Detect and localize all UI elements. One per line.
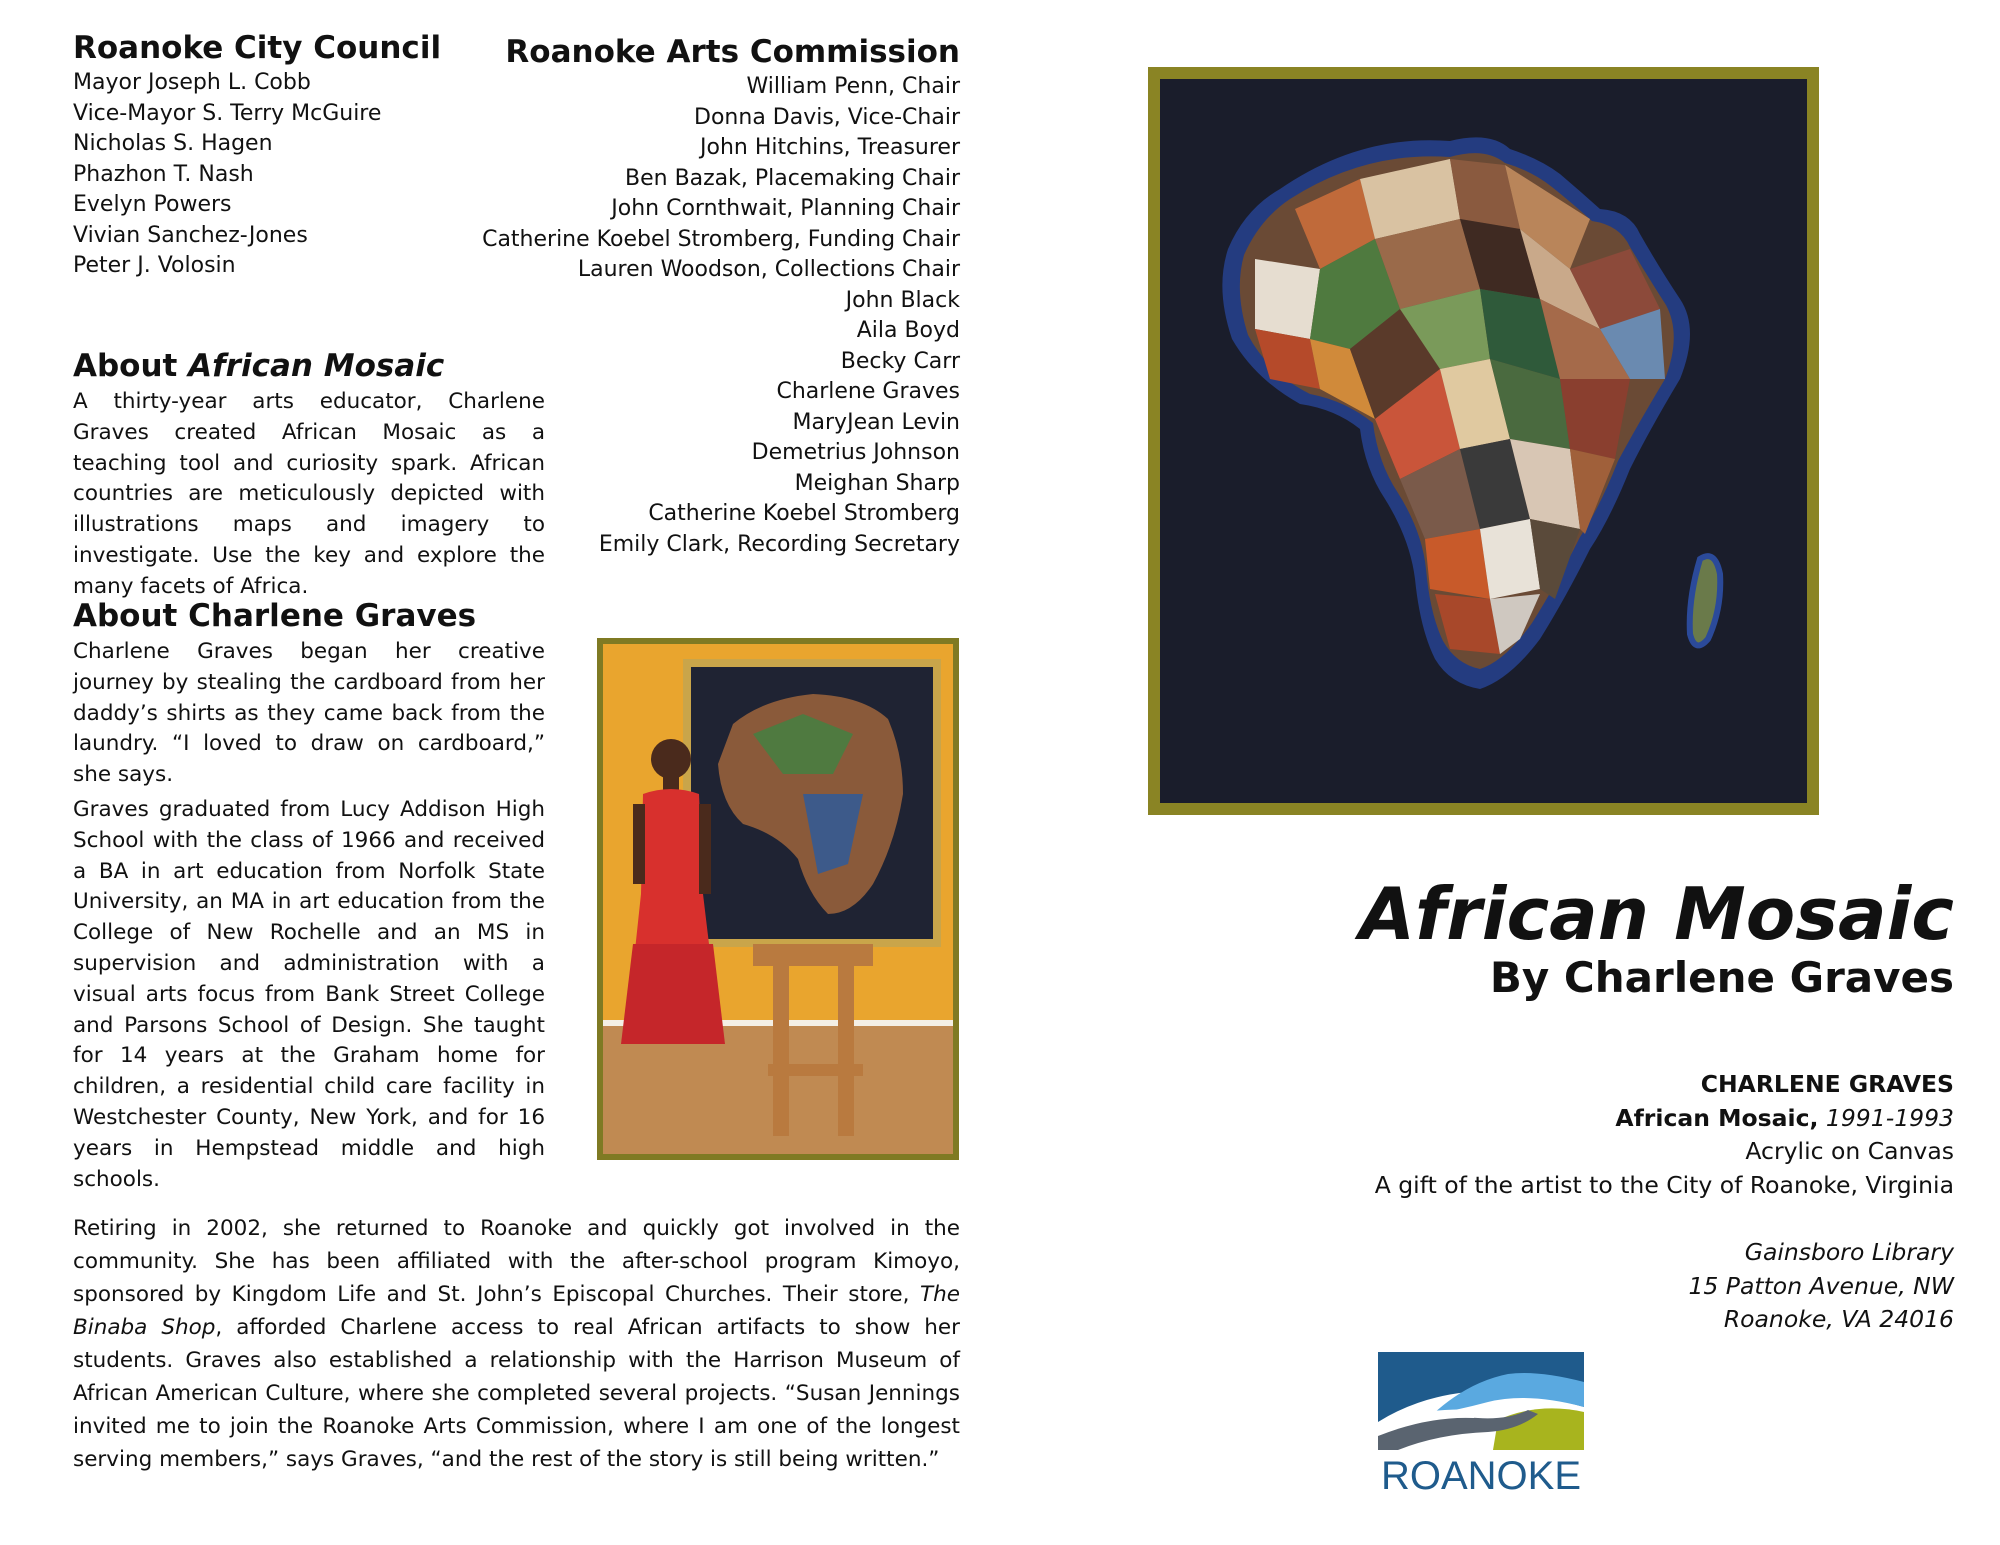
council-member: Peter J. Volosin bbox=[73, 253, 236, 278]
artwork-title: African Mosaic bbox=[1359, 872, 1954, 956]
commission-member: William Penn, Chair bbox=[746, 74, 960, 99]
about-graves-paragraph-1: Charlene Graves began her creative journey by stealing the cardboard from her daddy’s shirts as they came back from the laundry. “I loved to draw on cardboard,” she says. bbox=[73, 639, 545, 788]
commission-member: Charlene Graves bbox=[776, 379, 960, 404]
caption-title-line bbox=[1375, 1102, 1954, 1136]
council-member: Phazhon T. Nash bbox=[73, 161, 254, 187]
caption-credit: A gift of the artist to the City of Roanoke, Virginia bbox=[1374, 1170, 1954, 1199]
commission-member: Catherine Koebel Stromberg bbox=[648, 501, 960, 526]
roanoke-logo-mark bbox=[1378, 1352, 1584, 1452]
location-city: Roanoke, VA 24016 bbox=[1723, 1305, 1954, 1333]
paragraph-text: , afforded Charlene access to real African artifacts to show her students. Graves also established a relationship with the Harrison Museum of African American Culture, where she completed several projects. “Susan Jennings invited me to join the Roanoke Arts Commission, where I am one of the longest serving members,” says Graves, “and the rest of the story is still being written.” bbox=[73, 1315, 960, 1472]
caption-medium: Acrylic on Canvas bbox=[1745, 1137, 1954, 1165]
about-mosaic-text: A thirty-year arts educator, Charlene Graves created African Mosaic as a teaching tool and curiosity spark. African countries are meticulously depicted with illustrations maps and imagery to investigate. Use the key and explore the many facets of Africa. bbox=[73, 389, 545, 599]
heading-prefix: About bbox=[73, 348, 189, 384]
location-street: 15 Patton Avenue, NW bbox=[1688, 1271, 1954, 1300]
african-mosaic-painting bbox=[1148, 67, 1819, 815]
commission-member: Donna Davis, Vice-Chair bbox=[694, 104, 960, 130]
heading-artwork-title: African Mosaic bbox=[188, 348, 445, 384]
arts-commission-heading: Roanoke Arts Commission bbox=[505, 34, 960, 70]
commission-member: Meighan Sharp bbox=[794, 470, 960, 496]
location-name: Gainsboro Library bbox=[1744, 1238, 1954, 1266]
commission-member: John Hitchins, Treasurer bbox=[700, 135, 960, 160]
commission-member: Demetrius Johnson bbox=[751, 440, 960, 465]
artist-byline: By Charlene Graves bbox=[1489, 953, 1954, 1002]
artist-photo-image bbox=[603, 644, 953, 1154]
about-graves-heading: About Charlene Graves bbox=[73, 598, 477, 634]
commission-member: Aila Boyd bbox=[856, 318, 960, 343]
about-graves-section bbox=[73, 598, 545, 791]
roanoke-logo bbox=[1378, 1352, 1584, 1498]
commission-member: Lauren Woodson, Collections Chair bbox=[577, 257, 960, 282]
council-member: Vice-Mayor S. Terry McGuire bbox=[73, 100, 382, 126]
arts-commission-section bbox=[480, 34, 960, 560]
artist-photo bbox=[597, 638, 959, 1160]
paragraph-text: Retiring in 2002, she returned to Roanoke and quickly got involved in the community. She has been affiliated with the after-school program Kimoyo, sponsored by Kingdom Life and St. John’s Episcopal Churches. Their store, bbox=[73, 1216, 960, 1307]
about-mosaic-heading bbox=[73, 348, 545, 384]
african-mosaic-painting-image bbox=[1160, 79, 1807, 803]
commission-member: Catherine Koebel Stromberg, Funding Chair bbox=[482, 226, 960, 252]
about-graves-paragraph-2: Graves graduated from Lucy Addison High School with the class of 1966 and received a BA in art education from Norfolk State University, an MA in art education from the College of New Rochelle and an MS in supervision and administration with a visual arts focus from Bank Street College and Parsons School of Design. She taught for 14 years at the Graham home for children, a residential child care facility in Westchester County, New York, and for 16 years in Hempstead middle and high schools. bbox=[73, 797, 545, 1192]
council-member: Mayor Joseph L. Cobb bbox=[73, 70, 311, 95]
about-mosaic-section bbox=[73, 348, 545, 603]
caption-artist: CHARLENE GRAVES bbox=[1700, 1070, 1954, 1098]
commission-member: John Black bbox=[845, 287, 960, 313]
city-council-section bbox=[73, 30, 533, 282]
commission-member: John Cornthwait, Planning Chair bbox=[611, 196, 960, 221]
shop-name: The Binaba Shop bbox=[73, 1282, 960, 1340]
commission-member: Ben Bazak, Placemaking Chair bbox=[625, 165, 960, 191]
location-block bbox=[1688, 1236, 1954, 1337]
about-graves-paragraph-3 bbox=[73, 1212, 960, 1476]
council-member: Vivian Sanchez-Jones bbox=[73, 222, 308, 248]
city-council-heading: Roanoke City Council bbox=[73, 30, 442, 66]
caption-dates: 1991-1993 bbox=[1818, 1103, 1954, 1132]
commission-member: Becky Carr bbox=[840, 348, 960, 374]
roanoke-logo-text: ROANOKE bbox=[1380, 1454, 1582, 1498]
commission-member: MaryJean Levin bbox=[792, 409, 960, 435]
commission-member: Emily Clark, Recording Secretary bbox=[598, 531, 960, 557]
city-council-list bbox=[73, 68, 533, 282]
artwork-caption bbox=[1375, 1068, 1954, 1202]
council-member: Nicholas S. Hagen bbox=[73, 131, 273, 156]
arts-commission-list bbox=[480, 72, 960, 560]
council-member: Evelyn Powers bbox=[73, 192, 232, 217]
title-block bbox=[1359, 873, 1954, 1001]
caption-work-title: African Mosaic, bbox=[1615, 1103, 1819, 1132]
